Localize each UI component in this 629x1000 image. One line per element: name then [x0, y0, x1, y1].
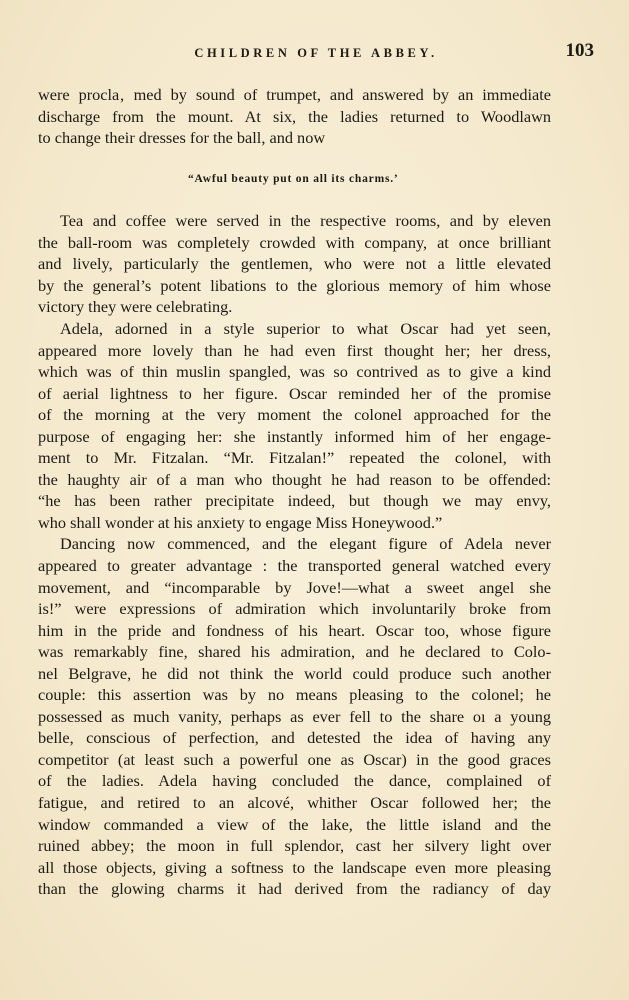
text-line: him in the pride and fondness of his heart. Oscar too, whose figure: [38, 620, 551, 640]
text-line: Dancing now commenced, and the elegant figure of Adela never: [60, 534, 551, 554]
text-line: the ball-room was completely crowded with company, at once brilliant: [38, 232, 551, 252]
text-line: nel Belgrave, he did not think the world could produce such another: [38, 663, 551, 683]
text-line: than the glowing charms it had derived from the radiancy of day: [38, 879, 551, 899]
text-line: “he has been rather precipitate indeed, but though we may envy,: [38, 491, 551, 511]
text-line: victory they were celebrating.: [38, 297, 233, 317]
text-line: appeared to greater advantage : the transported general watched every: [38, 556, 551, 576]
text-line: couple: this assertion was by no means pleasing to the colonel; he: [38, 685, 551, 705]
text-line: and lively, particularly the gentlemen, who were not a little elevated: [38, 254, 551, 274]
text-line: belle, conscious of perfection, and detested the idea of having any: [38, 728, 551, 748]
text-line: discharge from the mount. At six, the ladies returned to Woodlawn: [38, 106, 551, 126]
opening-lines: [38, 84, 551, 149]
paragraph-tea-and-coffee: [38, 210, 551, 318]
text-line: all those objects, giving a softness to the landscape even more pleasing: [38, 857, 551, 877]
text-line: ment to Mr. Fitzalan. “Mr. Fitzalan!” repeated the colonel, with: [38, 448, 551, 468]
text-line: were procla‚ med by sound of trumpet, and answered by an immediate: [38, 85, 551, 104]
text-line: of the morning at the very moment the colonel approached for the: [38, 405, 551, 425]
page-number: 103: [565, 40, 594, 61]
text-line: to change their dresses for the ball, and now: [38, 128, 326, 148]
text-line: is!” were expressions of admiration which involuntarily broke from: [38, 599, 551, 619]
text-line: appeared more lovely than he had even first thought her; her dress,: [38, 340, 551, 360]
paragraph-adela-and-dancing: [38, 318, 551, 900]
text-line: ruined abbey; the moon in full splendor, cast her silvery light over: [38, 836, 551, 856]
text-line: fatigue, and retired to an alcové, whither Oscar followed her; the: [38, 793, 551, 813]
text-line: competitor (at least such a powerful one as Oscar) in the good graces: [38, 749, 551, 769]
running-head: [38, 40, 594, 64]
epigraph-quote: “Awful beauty put on all its charms.’: [188, 173, 399, 185]
text-line: of aerial lightness to her figure. Oscar reminded her of the promise: [38, 383, 551, 403]
text-line: purpose of engaging her: she instantly informed him of her engage-: [38, 426, 551, 446]
text-line: Adela, adorned in a style superior to what Oscar had yet seen,: [60, 319, 551, 338]
text-line: who shall wonder at his anxiety to engage Miss Honeywood.”: [38, 512, 443, 532]
text-line: was remarkably fine, shared his admiration, and he declared to Colo-: [38, 642, 551, 662]
text-line: of the ladies. Adela having concluded the dance, complained of: [38, 771, 551, 791]
text-line: by the general’s potent libations to the glorious memory of him whose: [38, 275, 551, 295]
text-line: which was of thin muslin spangled, was so contrived as to give a kind: [38, 362, 551, 382]
running-title: CHILDREN OF THE ABBEY.: [194, 46, 438, 60]
text-line: possessed as much vanity, perhaps as ever fell to the share oı a young: [38, 706, 551, 726]
text-line: Tea and coffee were served in the respective rooms, and by eleven: [60, 211, 551, 230]
text-line: movement, and “incomparable by Jove!—what a sweet angel she: [38, 577, 551, 597]
text-line: the haughty air of a man who thought he had reason to be offended:: [38, 469, 551, 489]
text-line: window commanded a view of the lake, the little island and the: [38, 814, 551, 834]
